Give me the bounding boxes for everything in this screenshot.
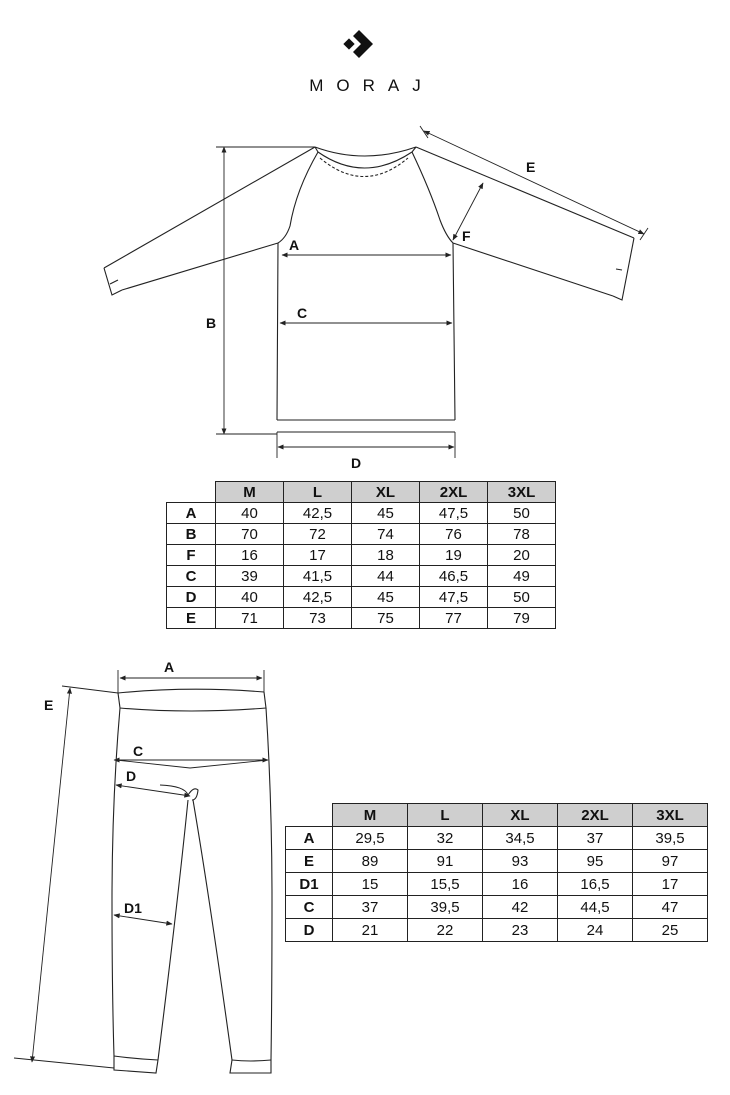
table-cell: 29,5 <box>333 827 408 850</box>
table-cell: 44 <box>352 566 420 587</box>
table-cell: 44,5 <box>558 896 633 919</box>
table-row <box>286 873 708 896</box>
row-label: D1 <box>286 873 333 896</box>
row-label: D <box>286 919 333 942</box>
top-size-table <box>166 481 556 629</box>
table-cell: 70 <box>216 524 284 545</box>
table-cell: 74 <box>352 524 420 545</box>
table-cell: 42,5 <box>284 503 352 524</box>
table-row <box>167 608 556 629</box>
table-cell: 76 <box>420 524 488 545</box>
table-cell: 78 <box>488 524 556 545</box>
table-cell: 39,5 <box>408 896 483 919</box>
table-cell: 39,5 <box>633 827 708 850</box>
table-cell: 25 <box>633 919 708 942</box>
row-label: B <box>167 524 216 545</box>
size-header: 2XL <box>420 482 488 503</box>
table-cell: 40 <box>216 587 284 608</box>
size-header: 3XL <box>488 482 556 503</box>
top-measurement-lines <box>216 126 648 458</box>
top-label-d: D <box>351 455 362 471</box>
table-cell: 89 <box>333 850 408 873</box>
table-cell: 16,5 <box>558 873 633 896</box>
table-cell: 15 <box>333 873 408 896</box>
top-label-b: B <box>206 315 217 331</box>
row-label: A <box>286 827 333 850</box>
table-row <box>286 850 708 873</box>
table-row <box>167 587 556 608</box>
table-cell: 71 <box>216 608 284 629</box>
size-header: M <box>333 804 408 827</box>
table-cell: 22 <box>408 919 483 942</box>
leggings-label-a: A <box>164 659 175 675</box>
table-cell: 49 <box>488 566 556 587</box>
leggings-size-table <box>285 803 708 942</box>
table-cell: 79 <box>488 608 556 629</box>
table-cell: 16 <box>483 873 558 896</box>
table-cell: 47,5 <box>420 503 488 524</box>
leggings-label-e: E <box>44 697 54 713</box>
table-cell: 50 <box>488 587 556 608</box>
table-row <box>167 524 556 545</box>
table-cell: 18 <box>352 545 420 566</box>
leggings-label-d1: D1 <box>124 900 142 916</box>
size-header: 2XL <box>558 804 633 827</box>
leggings-label-d: D <box>126 768 137 784</box>
table-cell: 73 <box>284 608 352 629</box>
table-cell: 16 <box>216 545 284 566</box>
table-corner <box>167 482 216 503</box>
table-cell: 37 <box>333 896 408 919</box>
table-cell: 39 <box>216 566 284 587</box>
table-row <box>286 827 708 850</box>
brand-name: MORAJ <box>309 76 434 95</box>
table-cell: 15,5 <box>408 873 483 896</box>
table-cell: 37 <box>558 827 633 850</box>
table-cell: 45 <box>352 503 420 524</box>
leggings-measurement-labels <box>44 659 174 916</box>
row-label: F <box>167 545 216 566</box>
table-cell: 42 <box>483 896 558 919</box>
table-cell: 17 <box>633 873 708 896</box>
table-cell: 42,5 <box>284 587 352 608</box>
table-cell: 77 <box>420 608 488 629</box>
row-label: C <box>167 566 216 587</box>
table-cell: 97 <box>633 850 708 873</box>
row-label: A <box>167 503 216 524</box>
size-header: L <box>284 482 352 503</box>
table-cell: 45 <box>352 587 420 608</box>
top-measurement-labels <box>206 159 535 471</box>
table-row <box>286 919 708 942</box>
size-header: 3XL <box>633 804 708 827</box>
table-cell: 20 <box>488 545 556 566</box>
leggings-table-header-row <box>286 804 708 827</box>
table-cell: 50 <box>488 503 556 524</box>
top-label-e: E <box>526 159 536 175</box>
table-cell: 17 <box>284 545 352 566</box>
table-cell: 34,5 <box>483 827 558 850</box>
row-label: D <box>167 587 216 608</box>
table-row <box>167 545 556 566</box>
row-label: C <box>286 896 333 919</box>
table-cell: 19 <box>420 545 488 566</box>
table-cell: 23 <box>483 919 558 942</box>
row-label: E <box>286 850 333 873</box>
table-cell: 72 <box>284 524 352 545</box>
table-cell: 47,5 <box>420 587 488 608</box>
size-header: XL <box>352 482 420 503</box>
table-row <box>167 566 556 587</box>
size-header: L <box>408 804 483 827</box>
top-label-a: A <box>289 237 300 253</box>
table-cell: 75 <box>352 608 420 629</box>
top-table-header-row <box>167 482 556 503</box>
row-label: E <box>167 608 216 629</box>
table-corner <box>286 804 333 827</box>
size-header: XL <box>483 804 558 827</box>
top-label-f: F <box>462 228 471 244</box>
table-cell: 32 <box>408 827 483 850</box>
leggings-label-c: C <box>133 743 144 759</box>
size-header: M <box>216 482 284 503</box>
table-cell: 24 <box>558 919 633 942</box>
table-cell: 95 <box>558 850 633 873</box>
table-cell: 40 <box>216 503 284 524</box>
table-cell: 47 <box>633 896 708 919</box>
table-row <box>167 503 556 524</box>
table-cell: 46,5 <box>420 566 488 587</box>
table-cell: 93 <box>483 850 558 873</box>
table-cell: 21 <box>333 919 408 942</box>
table-row <box>286 896 708 919</box>
leggings-measurement-lines <box>14 670 268 1068</box>
table-cell: 41,5 <box>284 566 352 587</box>
top-garment-outline <box>104 147 634 432</box>
table-cell: 91 <box>408 850 483 873</box>
top-label-c: C <box>297 305 308 321</box>
